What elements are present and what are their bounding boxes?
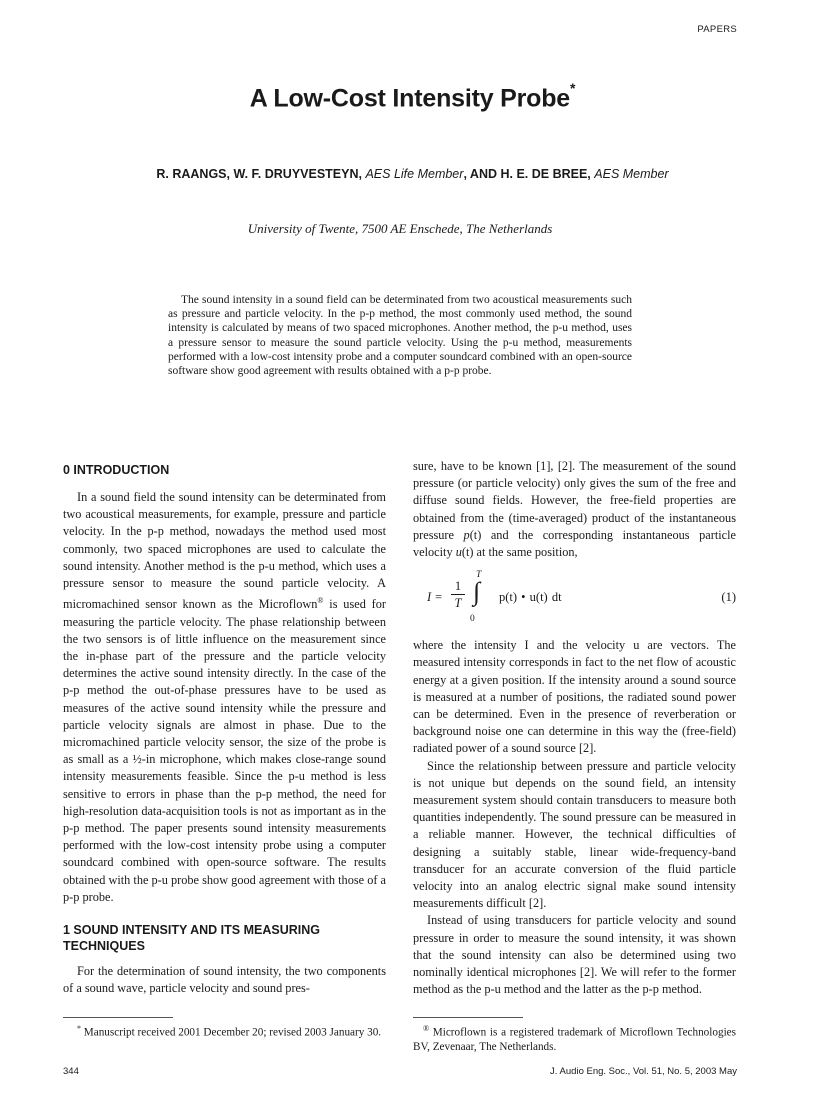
right-paragraph-4: Instead of using transducers for particle velocity and sound pressure in order to measure the sound intensity, it was shown that the sound intensity can also be determined using two nominally identical microphones [2]. We will refer to the former method as the p-u method and the latter as the p-p method.	[413, 913, 736, 997]
title-footnote-marker: *	[570, 80, 576, 96]
integral-lower-limit: 0	[470, 614, 475, 625]
section-heading-sound-intensity: 1 SOUND INTENSITY AND ITS MEASURING TECHNIQUES	[63, 922, 320, 953]
affiliation: University of Twente, 7500 AE Enschede, The Netherlands	[247, 221, 553, 236]
journal-citation: J. Audio Eng. Soc., Vol. 51, No. 5, 2003 May	[550, 1066, 737, 1077]
footnote-trademark	[413, 1022, 736, 1055]
footnote-rule-left	[63, 1017, 173, 1018]
left-column	[63, 458, 386, 997]
author-3: , AND H. E. DE BREE,	[463, 167, 591, 181]
right-paragraph-1	[413, 458, 736, 561]
right-column	[413, 458, 736, 998]
pressure-arg: (t)	[469, 527, 482, 542]
section-1-paragraph: For the determination of sound intensity, the two components of a sound wave, particle velocity and sound pres-	[63, 963, 386, 996]
right-paragraph-2: where the intensity I and the velocity u are vectors. The measured intensity corresponds in fact to the net flow of acoustic energy at a given position. If the intensity around a sound source is measured at a number of positions, the radiated sound power can be determined. Even in the presence of reverberation or background noise one can determine in this way the (free-field) radiated power of a sound source [2].	[413, 638, 736, 756]
author-1: R. RAANGS,	[156, 167, 230, 181]
footnote-marker-registered: ®	[423, 1024, 430, 1033]
footnote-manuscript	[63, 1022, 386, 1040]
author-2-membership: AES Life Member	[365, 167, 464, 181]
pressure-symbol: p	[463, 527, 470, 542]
equation-fraction	[451, 579, 465, 611]
running-head: PAPERS	[697, 24, 737, 35]
equation-lhs: I =	[427, 590, 443, 605]
title-text: A Low-Cost Intensity Probe	[249, 84, 571, 113]
abstract-text: The sound intensity in a sound field can be determinated from two acoustical measurements such as pressure and particle velocity. In the p-p method, the most commonly used method, the sound intensity is calculated by means of two spaced microphones. Another method, the p-u method, uses a pressure sensor to measure the sound particle velocity. Using the p-u method, measurements performed with a low-cost intensity probe and a computer soundcard combined with an open-source software show good agreement with results obtained with a p-p probe.	[168, 294, 632, 378]
fraction-denominator: T	[454, 596, 462, 611]
right-text-a: sure, have to be known [1], [2]. The measurement of the sound pressure (or particle velocity) only gives the sum of the free and diffuse sound fields. However, the free-field properties are obtained from the (time-averaged) product of the instantaneous pressure	[413, 459, 736, 542]
author-line	[0, 167, 825, 181]
footnote-trademark-text: Microflown is a registered trademark of Microflown Technologies BV, Zevenaar, The Netherlands.	[413, 1026, 736, 1054]
fraction-numerator: 1	[451, 579, 465, 595]
velocity-symbol: u	[455, 545, 462, 560]
integrand: p(t) • u(t) dt	[499, 590, 562, 605]
right-text-c: at the same position,	[473, 545, 578, 560]
footnote-marker-star: *	[77, 1024, 81, 1033]
page-number: 344	[63, 1066, 79, 1077]
intro-paragraph	[63, 489, 386, 906]
section-heading-introduction: 0 INTRODUCTION	[63, 463, 170, 477]
intro-text-part-1: In a sound field the sound intensity can be determinated from two acoustical measurements, for example, pressure and particle velocity. In the p-p method, nowadays the method used most commonly, two spaced microphones are used to calculate the sound intensity. Another method is the p-u method, which uses a pressure sensor to measure the sound particle velocity. A micromachined sensor known as the Microflown	[63, 490, 386, 612]
author-3-membership: AES Member	[594, 167, 669, 181]
right-paragraph-3: Since the relationship between pressure and particle velocity is not unique but depends on the sound field, an intensity measurement system should contain transducers to measure both quantities independently. The sound pressure can be measured in a reliable manner. However, the technical difficulties of designing a suitably stable, linear wide-frequency-band transducer for an accurate conversion of the fluid particle velocity into an analog electric signal make sound intensity measurements difficult [2].	[413, 758, 736, 911]
integral-upper-limit: T	[476, 570, 482, 581]
integral-sign: ∫	[473, 577, 481, 607]
right-text-b: and the corresponding instantaneous particle velocity	[413, 527, 736, 560]
intro-text-part-2: is used for measuring the particle velocity. The phase relationship between the two sensors is of little influence on the measurement since the in-phase part of the pressure and the particle velocity determines the active sound intensity directly. In the case of the p-p method the out-of-phase pressures have to be used as measures of the active sound intensity while the pressure and particle velocity signals are almost in phase. Due to the micromachined particle velocity sensor, the size of the probe is as small as a ½-in microphone, which makes close-range sound intensity measurements feasible. Since the p-u method is less sensitive to errors in phase than the p-p method, the need for high-resolution data-acquisition tools is not as important as in the p-p method. The paper presents sound intensity measurements performed with the low-cost intensity probe using a computer soundcard combined with open-source software. The results obtained with the p-u probe show good agreement with those of a p-p probe.	[63, 597, 386, 904]
author-2: W. F. DRUYVESTEYN,	[233, 167, 362, 181]
paper-title	[0, 80, 825, 113]
velocity-arg: (t)	[461, 545, 474, 560]
equation-number: (1)	[721, 590, 736, 605]
registered-mark: ®	[317, 596, 324, 606]
footnote-rule-right	[413, 1017, 523, 1018]
abstract	[168, 293, 632, 378]
footnote-manuscript-text: Manuscript received 2001 December 20; revised 2003 January 30.	[83, 1026, 382, 1039]
equation-1	[413, 569, 736, 631]
